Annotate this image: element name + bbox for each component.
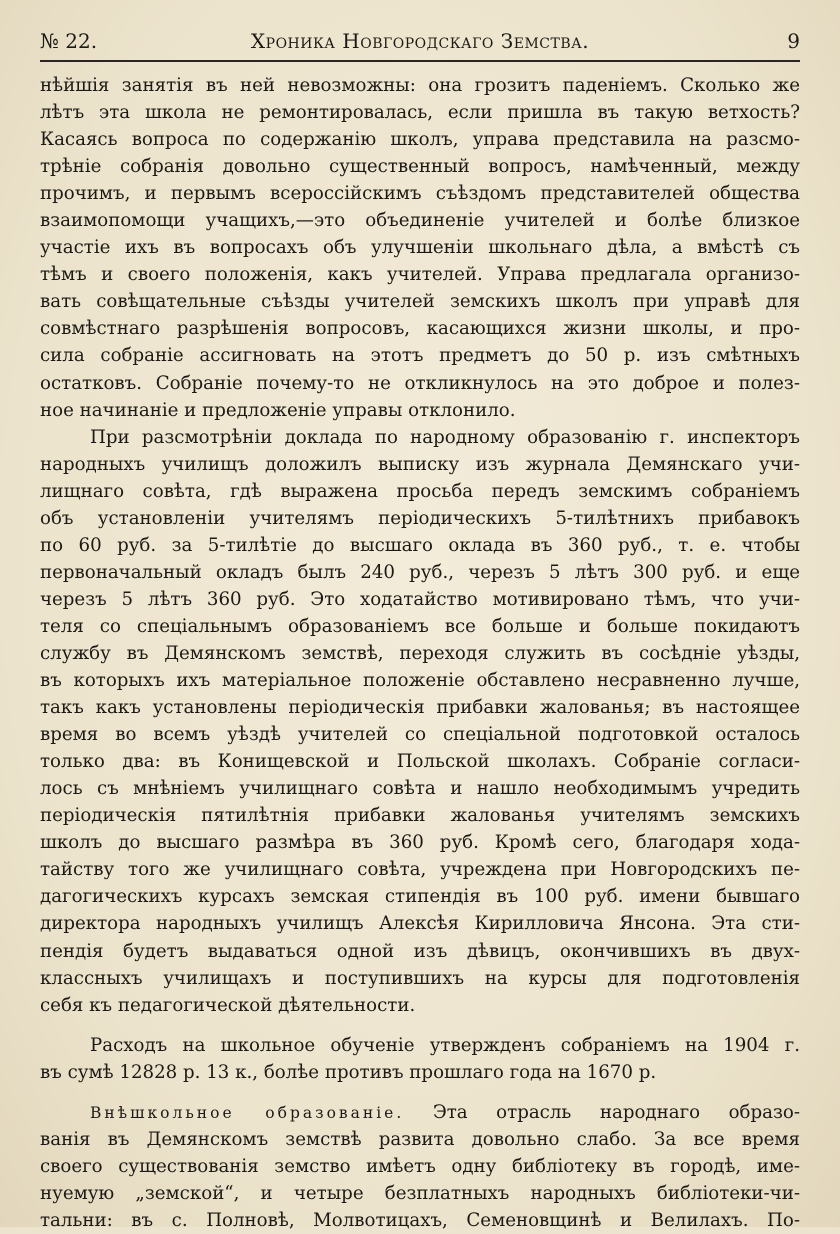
text-line: народныхъ училищъ доложилъ выписку изъ журнала Демянскаго учи- (40, 453, 800, 475)
paragraph (40, 72, 800, 424)
running-header (40, 26, 800, 56)
text-line: первоначальный окладъ былъ 240 руб., черезъ 5 лѣтъ 300 руб. и еще (40, 561, 800, 583)
text-line: дагогическихъ курсахъ земская стипендія въ 100 руб. имени бывшаго (40, 886, 800, 908)
text-line: лищнаго совѣта, гдѣ выражена просьба передъ земскимъ собраніемъ (40, 480, 800, 502)
text-line: по 60 руб. за 5-тилѣтіе до высшаго оклада въ 360 руб., т. е. чтобы (40, 534, 800, 556)
text-line: себя къ педагогической дѣятельности. (40, 994, 416, 1016)
header-rule (40, 60, 800, 62)
text-line: періодическія пятилѣтнія прибавки жалованья учителямъ земскихъ (40, 805, 800, 827)
text-line: взаимопомощи учащихъ,—это объединеніе учителей и болѣе близкое (40, 210, 800, 232)
text-line: вать совѣщательные съѣзды учителей земскихъ школъ при управѣ для (40, 291, 800, 313)
text-line: остатковъ. Собраніе почему-то не откликнулось на это доброе и полез- (40, 372, 800, 394)
text-line: нуемую „земской“, и четыре безплатныхъ народныхъ библіотеки-чи- (40, 1182, 800, 1204)
text-line: объ установленіи учителямъ періодическихъ 5-тилѣтнихъ прибавокъ (40, 507, 800, 529)
paragraph-gap (40, 1086, 800, 1099)
text-line: Касаясь вопроса по содержанію школъ, управа представила на разсмо- (40, 129, 800, 151)
text-line: тѣмъ и своего положенія, какъ учителей. Управа предлагала организо- (40, 264, 800, 286)
text-line: прочимъ, и первымъ всероссійскимъ съѣздомъ представителей общества (40, 183, 800, 205)
text-line: сила собраніе ассигновать на этотъ предметъ до 50 р. изъ смѣтныхъ (40, 345, 800, 367)
text-line: нѣйшія занятія въ ней невозможны: она грозитъ паденіемъ. Сколько же (40, 75, 800, 96)
text-body (40, 72, 800, 1234)
text-line: трѣніе собранія довольно существенный вопросъ, намѣченный, между (40, 156, 800, 178)
journal-title: Хроника Новгородскаго Земства. (250, 29, 590, 53)
text-line: своего существованія земство имѣетъ одну библіотеку въ городѣ, име- (40, 1155, 800, 1177)
paragraph (40, 424, 800, 1019)
text-line: классныхъ училищахъ и поступившихъ на курсы для подготовленія (40, 967, 800, 989)
text-line: службу въ Демянскомъ земствѣ, переходя служить въ сосѣдніе уѣзды, (40, 642, 800, 664)
text-line: ванія въ Демянскомъ земствѣ развита довольно слабо. За все время (40, 1128, 800, 1150)
paragraph (40, 1032, 800, 1086)
text-line: ное начинаніе и предложеніе управы отклонило. (40, 399, 516, 421)
text-line: такъ какъ установлены періодическія прибавки жалованья; въ настоящее (40, 697, 800, 719)
text-line: въ сумѣ 12828 р. 13 к., болѣе противъ прошлаго года на 1670 р. (40, 1061, 657, 1083)
text-line: лѣтъ эта школа не ремонтировалась, если пришла въ такую ветхость? (40, 102, 800, 124)
text-line: При разсмотрѣніи доклада по народному образованію г. инспекторъ (90, 426, 800, 448)
text-line: директора народныхъ училищъ Алексѣя Кирилловича Янсона. Эта сти- (40, 913, 800, 935)
text-span: Эта отрасль народнаго образо- (404, 1101, 800, 1123)
text-line: совмѣстнаго разрѣшенія вопросовъ, касающихся жизни школы, и про- (40, 318, 800, 340)
paragraph (40, 1099, 800, 1234)
text-line: время во всемъ уѣздѣ учителей со спеціальной подготовкой осталось (40, 724, 800, 746)
text-line: только два: въ Конищевской и Польской школахъ. Собраніе согласи- (40, 751, 800, 773)
issue-number: № 22. (40, 29, 98, 53)
section-lead: Внѣшкольное образованіе. (90, 1103, 405, 1122)
text-line: лось съ мнѣніемъ училищнаго совѣта и нашло необходимымъ учредить (40, 778, 800, 800)
page-number: 9 (787, 29, 800, 53)
text-line: Расходъ на школьное обученіе утвержденъ собраніемъ на 1904 г. (90, 1034, 800, 1056)
text-line: тайству того же училищнаго совѣта, учреждена при Новгородскихъ пе- (40, 859, 800, 881)
text-line: школъ до высшаго размѣра въ 360 руб. Кромѣ сего, благодаря хода- (40, 832, 800, 854)
text-line: черезъ 5 лѣтъ 360 руб. Это ходатайство мотивировано тѣмъ, что учи- (40, 588, 800, 610)
text-line: пендія будетъ выдаваться одной изъ дѣвицъ, окончившихъ въ двух- (40, 940, 800, 962)
text-line: тальни: въ с. Полновѣ, Молвотицахъ, Семеновщинѣ и Велилахъ. По- (40, 1209, 800, 1231)
text-line: теля со спеціальнымъ образованіемъ все больше и больше покидаютъ (40, 615, 800, 637)
text-line (40, 1099, 800, 1126)
text-line: въ которыхъ ихъ матеріальное положеніе обставлено несравненно лучше, (40, 670, 800, 692)
paragraph-gap (40, 1019, 800, 1032)
text-line: участіе ихъ въ вопросахъ объ улучшеніи школьнаго дѣла, а вмѣстѣ съ (40, 237, 800, 259)
